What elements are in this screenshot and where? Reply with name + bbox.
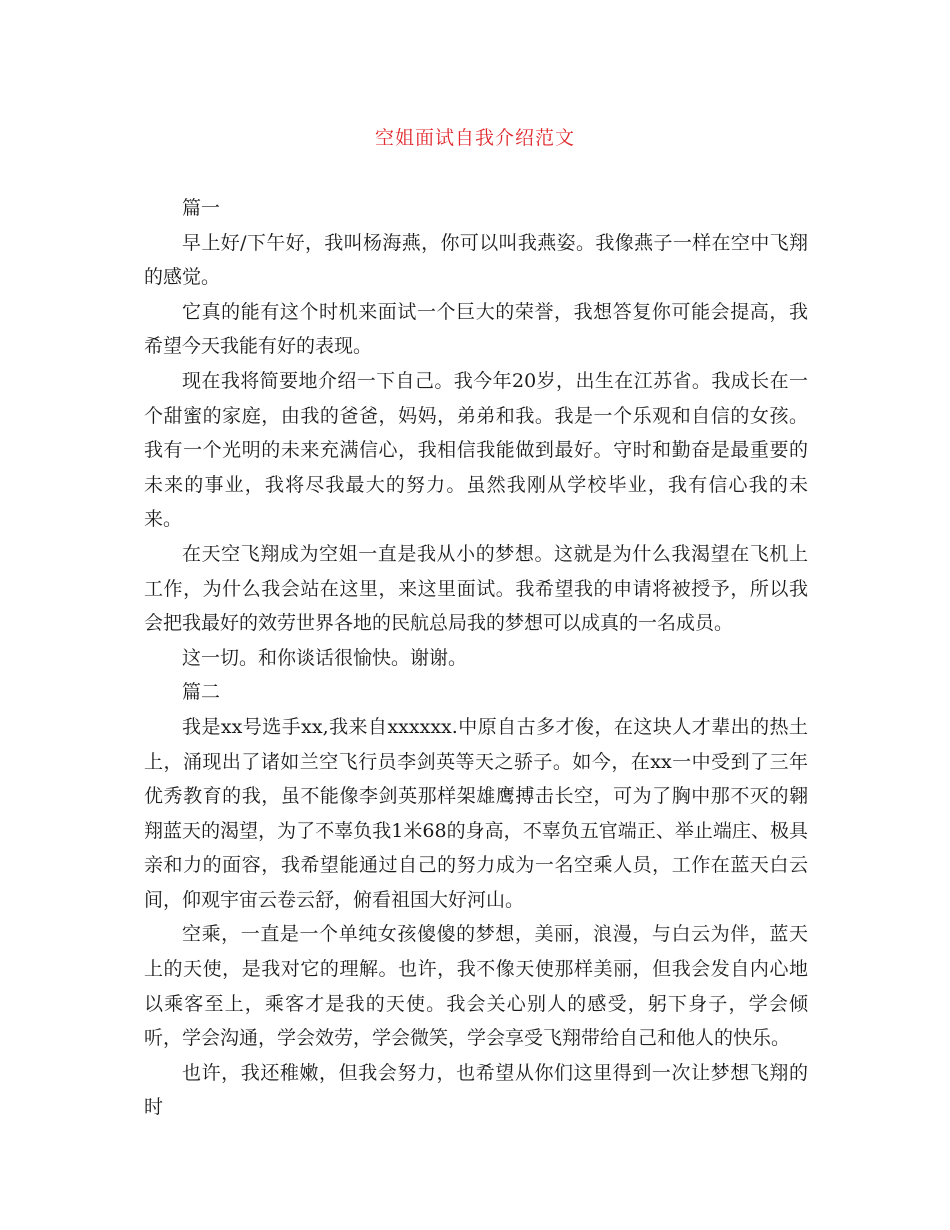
paragraph: 空乘，一直是一个单纯女孩傻傻的梦想，美丽，浪漫，与白云为伴，蓝天上的天使，是我对它的理解。也许，我不像天使那样美丽，但我会发自内心地以乘客至上，乘客才是我的天使。我会关心别人的感受，躬下身子，学会倾听，学会沟通，学会效劳，学会微笑，学会享受飞翔带给自己和他人的快乐。: [144, 923, 808, 1050]
document-body: [144, 191, 808, 1125]
paragraph: 现在我将简要地介绍一下自己。我今年20岁，出生在江苏省。我成长在一个甜蜜的家庭，由我的爸爸，妈妈，弟弟和我。我是一个乐观和自信的女孩。我有一个光明的未来充满信心，我相信我能做到最好。守时和勤奋是最重要的未来的事业，我将尽我最大的努力。虽然我刚从学校毕业，我有信心我的未来。: [144, 369, 808, 531]
paragraph: 早上好/下午好，我叫杨海燕，你可以叫我燕姿。我像燕子一样在空中飞翔的感觉。: [144, 231, 808, 289]
paragraph: 在天空飞翔成为空姐一直是我从小的梦想。这就是为什么我渴望在飞机上工作，为什么我会站在这里，来这里面试。我希望我的申请将被授予，所以我会把我最好的效劳世界各地的民航总局我的梦想可以成真的一名成员。: [144, 542, 808, 635]
paragraph: 我是xx号选手xx,我来自xxxxxx.中原自古多才俊，在这块人才辈出的热土上，涌现出了诸如兰空飞行员李剑英等天之骄子。如今，在xx一中受到了三年优秀教育的我，虽不能像李剑英那样架雄鹰搏击长空，可为了胸中那不灭的翱翔蓝天的渴望，为了不辜负我1米68的身高，不辜负五官端正、举止端庄、极具亲和力的面容，我希望能通过自己的努力成为一名空乘人员，工作在蓝天白云间，仰观宇宙云卷云舒，俯看祖国大好河山。: [144, 715, 808, 911]
paragraph: 它真的能有这个时机来面试一个巨大的荣誉，我想答复你可能会提高，我希望今天我能有好的表现。: [144, 300, 808, 358]
section-heading: 篇一: [182, 197, 221, 219]
section-heading: 篇二: [182, 681, 221, 704]
document-title: 空姐面试自我介绍范文: [374, 127, 575, 149]
paragraph: 这一切。和你谈话很愉快。谢谢。: [182, 646, 468, 669]
paragraph: 也许，我还稚嫩，但我会努力，也希望从你们这里得到一次让梦想飞翔的时: [144, 1061, 808, 1119]
